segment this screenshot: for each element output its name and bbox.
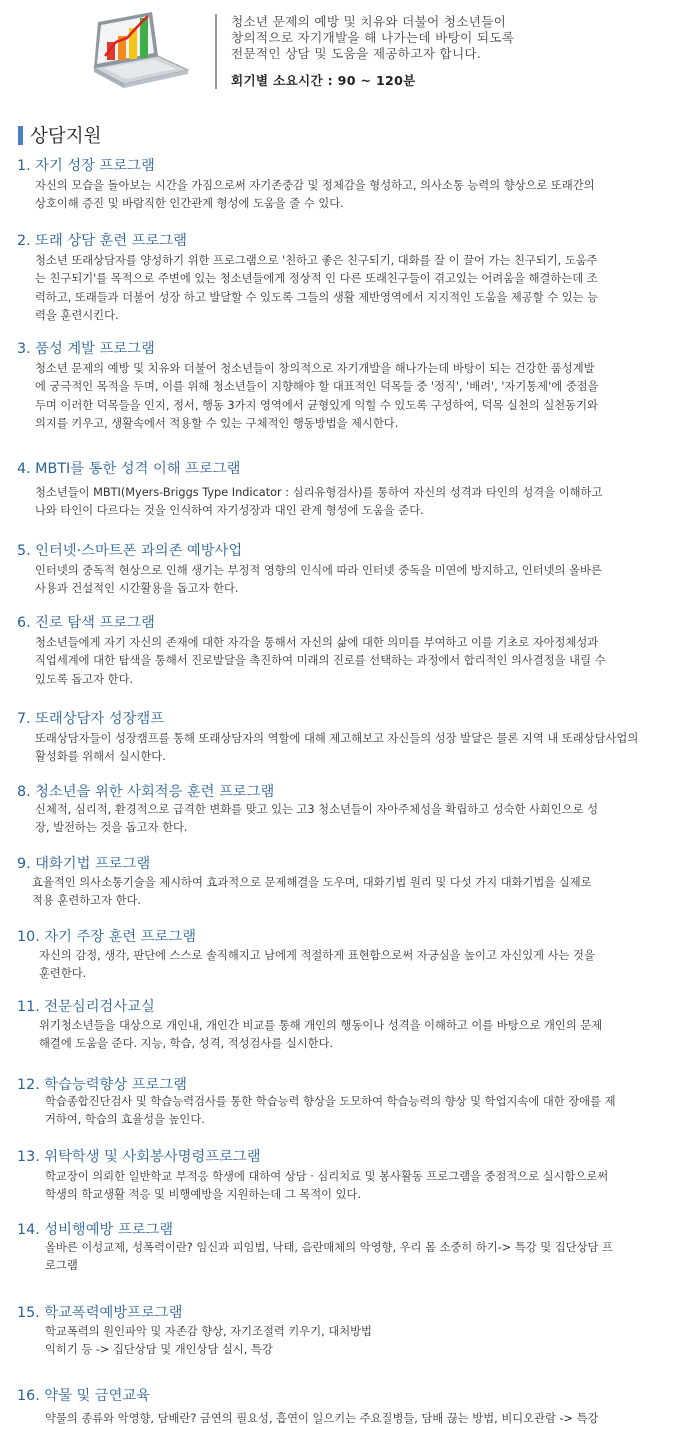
program-description-line: 해결에 도움을 준다. 지능, 학습, 성격, 적성검사를 실시한다. xyxy=(39,1037,334,1051)
program-description-line: 두며 이러한 덕목들을 인지, 정서, 행동 3가지 영역에서 균형있게 익힐 수 있도록 구성하여, 덕목 실천의 실천동기와 xyxy=(35,398,598,412)
program-description-line: 로그램 xyxy=(45,1259,78,1273)
program-description-line: 활성화를 위해서 실시한다. xyxy=(35,750,166,764)
program-description-line: 신체적, 심리적, 환경적으로 급격한 변화를 맞고 있는 고3 청소년들이 자아주체성을 확립하고 성숙한 사회인으로 성 xyxy=(35,803,599,816)
program-title: 10. 자기 주장 훈련 프로그램 xyxy=(17,929,197,945)
program-description-line: 는 친구되기'를 목적으로 주변에 있는 청소년들에게 정상적 인 다른 또래친구들이 겪고있는 어려움을 해결하는데 조 xyxy=(35,272,598,286)
program-title: 9. 대화기법 프로그램 xyxy=(17,856,151,872)
program-title: 12. 학습능력향상 프로그램 xyxy=(17,1077,187,1093)
program-description-line: 있도록 돕고자 한다. xyxy=(35,672,134,686)
program-title: 2. 또래 상담 훈련 프로그램 xyxy=(17,233,187,249)
section-title-text: 상담지원 xyxy=(30,126,102,147)
program-description-line: 청소년들이 MBTI(Myers-Briggs Type Indicator : 심리유형검사)를 통하여 자신의 성격과 타인의 성격을 이해하고 xyxy=(35,486,603,499)
program-title: 15. 학교폭력예방프로그램 xyxy=(17,1305,183,1321)
program-title: 3. 품성 계발 프로그램 xyxy=(17,341,155,357)
intro-line: 창의적으로 자기개발을 해 나가는데 바탕이 되도록 xyxy=(231,30,515,45)
program-title: 1. 자기 성장 프로그램 xyxy=(17,158,155,174)
program-description-line: 력을 훈련시킨다. xyxy=(35,308,119,322)
program-description-line: 익히기 등 -> 집단상담 및 개인상담 실시, 특강 xyxy=(45,1343,273,1357)
intro-line: 전문적인 상담 및 도움을 제공하고자 합니다. xyxy=(231,46,482,61)
program-description-line: 에 궁극적인 목적을 두며, 이를 위해 청소년들이 지향해야 할 대표적인 덕목들 중 '정직', '배려', '자기통제'에 중점을 xyxy=(35,380,599,394)
program-title: 8. 청소년을 위한 사회적응 훈련 프로그램 xyxy=(17,784,275,800)
program-description-line: 력하고, 또래들과 더불어 성장 하고 발달할 수 있도록 그들의 생활 제반영역에서 지지적인 도움을 제공할 수 있는 능 xyxy=(35,290,599,304)
program-title: 14. 성비행예방 프로그램 xyxy=(17,1222,174,1238)
program-description-line: 나와 타인이 다르다는 것을 인식하여 자기성장과 대인 관계 형성에 도움을 준다. xyxy=(35,504,424,518)
program-title: 16. 약물 및 금연교육 xyxy=(17,1388,151,1404)
program-description-line: 청소년 문제의 예방 및 치유와 더불어 청소년들이 창의적으로 자기개발을 해나가는데 바탕이 되는 건강한 품성계발 xyxy=(35,362,595,375)
session-duration: 회기별 소요시간 : 90 ~ 120분 xyxy=(231,73,416,88)
program-description-line: 위기청소년들을 대상으로 개인내, 개인간 비교를 통해 개인의 행동이나 성격을 이해하고 이를 바탕으로 개인의 문제 xyxy=(39,1019,603,1032)
program-description-line: 올바른 이성교제, 성폭력이란? 임신과 피임법, 낙태, 음란매체의 악영향, 우리 몸 소중히 하기-> 특강 및 집단상담 프 xyxy=(45,1241,613,1254)
program-title: 11. 전문심리검사교실 xyxy=(17,999,155,1015)
program-description-line: 학교장이 의뢰한 일반학교 부적응 학생에 대하여 상담 · 심리치료 및 봉사활동 프로그램을 중점적으로 실시함으로써 xyxy=(45,1170,609,1183)
program-description-line: 적용 훈련하고자 한다. xyxy=(32,894,141,908)
program-description-line: 장, 발전하는 것을 돕고자 한다. xyxy=(35,821,188,835)
program-description-line: 효율적인 의사소통기술을 제시하여 효과적으로 문제해결을 도우며, 대화기법 원리 및 다섯 가지 대화기법을 실제로 xyxy=(32,876,592,889)
program-description-line: 거하여, 학습의 효율성을 높인다. xyxy=(45,1113,205,1127)
intro-line: 청소년 문제의 예방 및 치유와 더불어 청소년들이 xyxy=(231,14,507,29)
program-title: 4. MBTI를 통한 성격 이해 프로그램 xyxy=(17,461,241,477)
program-description-line: 자신의 모습을 돌아보는 시간을 가짐으로써 자기존중감 및 정체감을 형성하고, 의사소통 능력의 향상으로 또래간의 xyxy=(35,179,595,192)
program-description-line: 학습종합진단검사 및 학습능력검사를 통한 학습능력 향상을 도모하여 학습능력의 향상 및 학업지속에 대한 장애를 제 xyxy=(45,1095,616,1108)
program-title: 5. 인터넷·스마트폰 과의존 예방사업 xyxy=(17,543,243,559)
program-description-line: 청소년들에게 자기 자신의 존재에 대한 자각을 통해서 자신의 삶에 대한 의미를 부여하고 이를 기초로 자아정체성과 xyxy=(35,636,599,649)
program-description-line: 사용과 건설적인 시간활용을 돕고자 한다. xyxy=(35,582,239,596)
program-description-line: 직업세계에 대한 탐색을 통해서 진로발달을 촉진하여 미래의 진로를 선택하는 과정에서 합리적인 의사결정을 내릴 수 xyxy=(35,654,606,668)
program-description-line: 자신의 감정, 생각, 판단에 스스로 솔직해지고 남에게 적절하게 표현함으로써 자긍심을 높이고 자신있게 사는 것을 xyxy=(39,949,595,962)
program-description-line: 학생의 학교생활 적응 및 비행예방을 지원하는데 그 목적이 있다. xyxy=(45,1188,362,1202)
program-description-line: 청소년 또래상담자를 양성하기 위한 프로그램으로 '친하고 좋은 친구되기, 대화를 잘 이 끌어 가는 친구되기, 도움주 xyxy=(35,254,598,267)
program-description-line: 의지를 키우고, 생활속에서 적용할 수 있는 구체적인 행동방법을 제시한다. xyxy=(35,416,399,430)
program-description-line: 인터넷의 중독적 현상으로 인해 생기는 부정적 영향의 인식에 따라 인터넷 중독을 미연에 방지하고, 인터넷의 올바른 xyxy=(35,564,602,577)
program-description-line: 학교폭력의 원인파악 및 자존감 향상, 자기조절력 키우기, 대처방법 xyxy=(45,1325,372,1338)
program-description-line: 훈련한다. xyxy=(39,967,87,981)
program-title: 13. 위탁학생 및 사회봉사명령프로그램 xyxy=(17,1149,261,1165)
program-title: 7. 또래상담자 성장캠프 xyxy=(17,711,165,727)
program-description-line: 약물의 종류와 악영향, 담배란? 금연의 필요성, 흡연이 일으키는 주요질병들, 담배 끊는 방법, 비디오관람 -> 특강 xyxy=(45,1412,599,1425)
program-title: 6. 진로 탐색 프로그램 xyxy=(17,615,155,631)
program-description-line: 상호이해 증진 및 바람직한 인간관계 형성에 도움을 줄 수 있다. xyxy=(35,197,344,211)
program-description-line: 또래상담자들이 성장캠프를 통해 또래상담자의 역할에 대해 제고해보고 자신들의 성장 발달은 물론 지역 내 또래상담사업의 xyxy=(35,732,639,745)
